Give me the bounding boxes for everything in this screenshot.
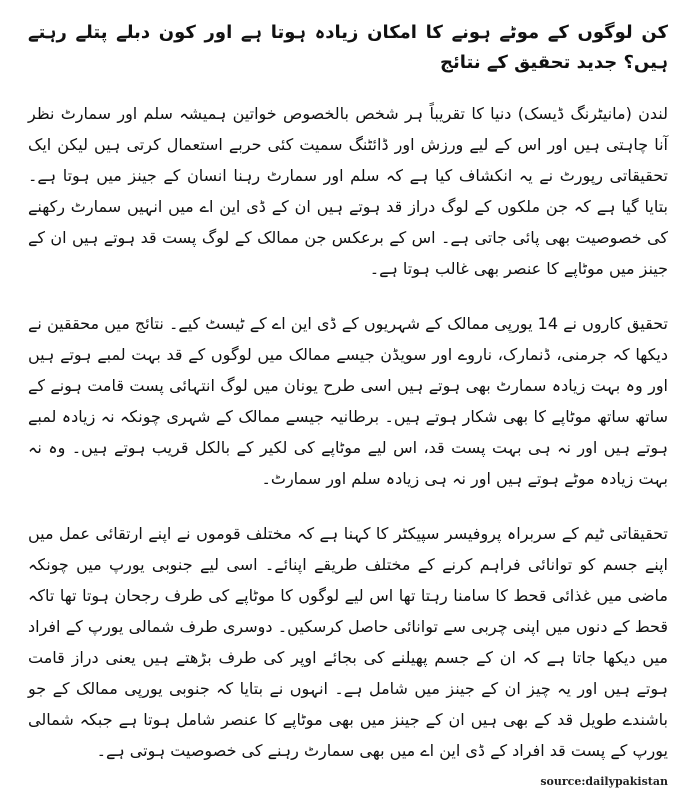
article-paragraph-1: لندن (مانیٹرنگ ڈیسک) دنیا کا تقریباً ہر شخص بالخصوص خواتین ہمیشہ سلم اور سمارٹ نظر آنا چاہتی ہیں اور اس کے لیے ورزش اور ڈائٹنگ سمیت کئی حربے استعمال کرتی ہیں لیکن ایک تحقیقاتی رپورٹ نے یہ انکشاف کیا ہے کہ سلم اور سمارٹ رہنا انسان کے جینز میں ہوتا ہے۔ بتایا گیا ہے کہ جن ملکوں کے لوگ دراز قد ہوتے ہیں ان کے ڈی این اے میں انہیں سمارٹ رکھنے کی خصوصیت بھی پائی جاتی ہے۔ اس کے برعکس جن ممالک کے لوگ پست قد ہوتے ہیں ان کے جینز میں موٹاپے کا عنصر بھی غالب ہوتا ہے۔ xyxy=(28,104,669,278)
article-paragraph-3: تحقیقاتی ٹیم کے سربراہ پروفیسر سپیکٹر کا کہنا ہے کہ مختلف قوموں نے اپنے ارتقائی عمل میں اپنے جسم کو توانائی فراہم کرنے کے مختلف طریقے اپنائے۔ اسی لیے جنوبی یورپ میں چونکہ ماضی میں غذائی قحط کا سامنا رہتا تھا اس لیے لوگوں کا موٹاپے کی طرف رجحان ہوتا تھا تاکہ قحط کے دنوں میں اپنی چربی سے توانائی حاصل کرسکیں۔ دوسری طرف شمالی یورپ کے افراد میں دیکھا جاتا ہے کہ ان کے جسم پھیلنے کی بجائے اوپر کی طرف بڑھتے ہیں یعنی دراز قامت ہوتے ہیں اور یہ چیز ان کے جینز میں شامل ہے۔ انہوں نے بتایا کہ جنوبی یورپی ممالک کے جو باشندے طویل قد کے بھی ہیں ان کے جینز میں بھی موٹاپے کا عنصر شامل ہوتا ہے جبکہ شمالی یورپ کے پست قد افراد کے ڈی این اے میں بھی سمارٹ رہنے کی خصوصیت ہوتی ہے۔ xyxy=(28,524,668,760)
article-headline: کن لوگوں کے موٹے ہونے کا امکان زیادہ ہوتا ہے اور کون دبلے پتلے رہتے ہیں؟ جدید تحقیق کے نتائج xyxy=(28,22,668,73)
source-credit: source:dailypakistan xyxy=(540,775,668,788)
news-article xyxy=(28,0,668,790)
article-paragraph-2: تحقیق کاروں نے 14 یورپی ممالک کے شہریوں کے ڈی این اے کے ٹیسٹ کیے۔ نتائج میں محققین نے دیکھا کہ جرمنی، ڈنمارک، ناروے اور سویڈن جیسے ممالک میں لوگوں کے قد بہت لمبے ہوتے ہیں اور وہ بہت زیادہ سمارٹ بھی ہوتے ہیں اسی طرح یونان میں لوگ انتہائی پست قامت ہونے کے ساتھ ساتھ موٹاپے کا بھی شکار ہوتے ہیں۔ برطانیہ جیسے ممالک کے شہری چونکہ نہ زیادہ لمبے ہوتے ہیں اور نہ ہی بہت پست قد، اس لیے موٹاپے کی لکیر کے بالکل قریب ہوتے ہیں۔ وہ نہ بہت زیادہ موٹے ہوتے ہیں اور نہ ہی زیادہ سلم اور سمارٹ۔ xyxy=(28,314,669,488)
